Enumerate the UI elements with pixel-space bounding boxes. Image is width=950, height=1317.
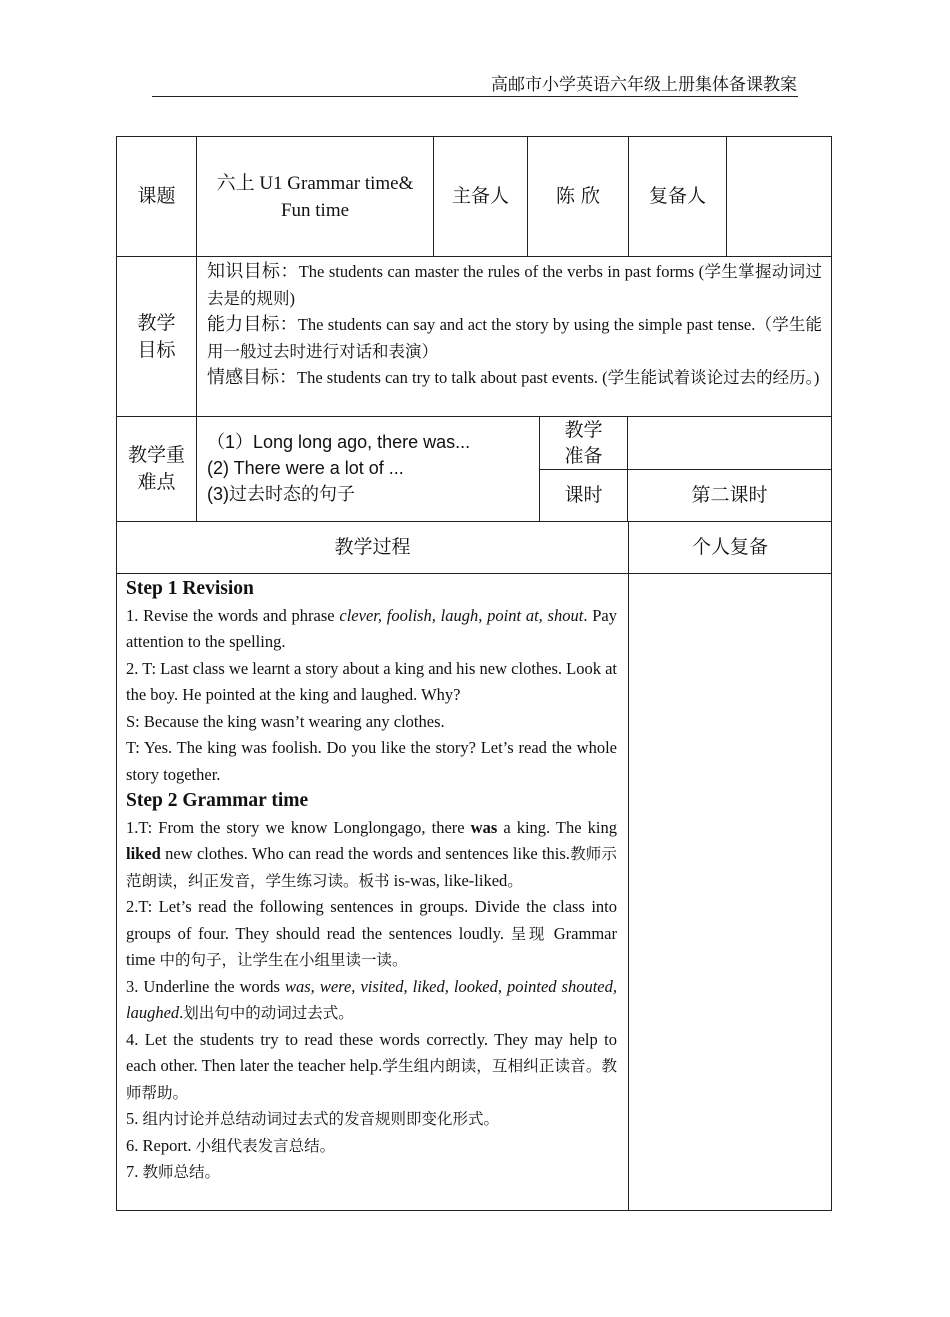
process-header-cell — [116, 521, 629, 574]
vocab-words: clever, foolish, laugh, point at, shout — [339, 605, 584, 625]
text-run: 4. Let the students try to read these words correctly. They may help to each other. Then later the teacher help. — [126, 1029, 617, 1075]
bold-word: liked — [126, 844, 161, 863]
objectives-content-cell — [196, 256, 832, 417]
reviewer-name-cell — [726, 136, 832, 257]
text-run: 组内讨论并总结动词过去式的发音规则即变化形式。 — [142, 1110, 500, 1128]
preparer-label: 主备人 — [451, 185, 509, 207]
text-run: . — [179, 1003, 184, 1022]
topic-label-cell — [116, 136, 197, 257]
text-run: 7. — [126, 1162, 143, 1181]
text-run: 呈现 — [510, 924, 548, 943]
emotion-objective-label: 情感目标： — [207, 367, 297, 388]
knowledge-objective — [207, 259, 822, 312]
period-value-cell — [627, 469, 832, 522]
text-run: 划出句中的动词过去式。 — [183, 1004, 354, 1022]
prep-label-cell — [539, 416, 628, 470]
text-run: 教师总结。 — [142, 1163, 221, 1181]
text-run: 小组代表发言总结。 — [195, 1136, 336, 1155]
process-header-label: 教学过程 — [334, 536, 411, 558]
vocab-words: was, were, visited, liked, looked, pointed shouted, laughed — [126, 976, 618, 1022]
text-run: 学生组内朗读，互相纠正读音。教师帮助。 — [126, 1057, 617, 1102]
preparer-name: 陈 欣 — [555, 185, 601, 207]
ability-objective-label: 能力目标： — [207, 314, 298, 335]
text-run: 1. Revise the words and phrase — [126, 605, 340, 625]
keypoints-content-cell — [196, 416, 540, 522]
text-run: a king. The king — [497, 817, 617, 837]
text-run: 中的句子，让学生在小组里读一读。 — [159, 951, 408, 969]
step1-item: T: Yes. The king was foolish. Do you like the story? Let’s read the whole story together. — [126, 738, 617, 784]
personal-notes-cell — [628, 573, 832, 1211]
step2-item — [126, 1159, 617, 1186]
step2-title: Step 2 Grammar time — [126, 790, 309, 811]
text-run: 2.T: Let’s read the following sentences in groups. Divide the class into groups of four. They should read the sentences loudly. — [126, 897, 617, 943]
text-run: is-was, like-liked — [389, 870, 508, 890]
reviewer-label-cell — [628, 136, 727, 257]
text-run: Grammar time — [126, 923, 617, 969]
period-label: 课时 — [564, 484, 603, 506]
reviewer-label: 复备人 — [648, 185, 706, 207]
emotion-objective-text: The students can try to talk about past events. (学生能试着谈论过去的经历。) — [297, 368, 820, 387]
personal-notes-header-cell — [628, 521, 832, 574]
keypoints-label: 教学重难点 — [127, 444, 185, 493]
step1-item: S: Because the king wasn’t wearing any clothes. — [126, 711, 445, 731]
step2-item — [126, 894, 617, 974]
period-value: 第二课时 — [691, 484, 768, 506]
objectives-label-cell — [116, 256, 197, 417]
document-header-title: 高邮市小学英语六年级上册集体备课教案 — [491, 75, 797, 95]
text-run: 教师示范朗读，纠正发音，学生练习读。板书 — [126, 845, 617, 890]
bold-word: was — [470, 817, 498, 837]
prep-value-cell — [627, 416, 832, 470]
objectives-label: 教学目标 — [137, 311, 176, 361]
personal-notes-header-label: 个人复备 — [691, 536, 768, 558]
keypoint-item: (3)过去时态的句子 — [207, 484, 355, 504]
step2-item — [126, 1027, 617, 1107]
step1-item — [126, 603, 617, 656]
keypoint-item: （1）Long long ago, there was... — [207, 432, 471, 452]
step2-item — [126, 1133, 617, 1160]
topic-label: 课题 — [137, 185, 176, 207]
text-run: 。 — [507, 871, 523, 890]
lesson-plan-table — [116, 136, 832, 1211]
preparer-label-cell — [433, 136, 528, 257]
ability-objective — [207, 312, 822, 365]
knowledge-objective-label: 知识目标： — [207, 261, 299, 282]
topic-value: 六上 U1 Grammar time& Fun time — [216, 172, 414, 221]
step2-item — [126, 974, 617, 1027]
step1-item: 2. T: Last class we learnt a story about a king and his new clothes. Look at the boy. He pointed at the king and laughed. Why? — [126, 658, 618, 704]
keypoints-label-cell — [116, 416, 197, 522]
text-run: 1.T: From the story we know Longlongago, there — [126, 817, 471, 837]
text-run: 6. Report. — [126, 1135, 196, 1155]
step2-item — [126, 1106, 617, 1133]
text-run: new clothes. Who can read the words and sentences like this. — [160, 844, 570, 863]
topic-value-cell — [196, 136, 434, 257]
header-rule — [152, 96, 798, 97]
ability-objective-text: The students can say and act the story by using the simple past tense.（学生能用一般过去时进行对话和表演） — [207, 315, 823, 361]
period-label-cell — [539, 469, 628, 522]
knowledge-objective-text: The students can master the rules of the verbs in past forms (学生掌握动词过去是的规则) — [207, 262, 823, 308]
step1-title: Step 1 Revision — [126, 578, 254, 599]
text-run: . Pay attention to the spelling. — [126, 605, 617, 651]
emotion-objective — [207, 365, 822, 392]
text-run: 3. Underline the words — [126, 976, 285, 996]
prep-label: 教学准备 — [564, 419, 603, 467]
step2-item — [126, 815, 617, 895]
teaching-steps-cell — [116, 573, 629, 1211]
preparer-name-cell — [527, 136, 629, 257]
text-run: 5. — [126, 1109, 143, 1128]
keypoint-item: (2) There were a lot of ... — [207, 458, 404, 478]
